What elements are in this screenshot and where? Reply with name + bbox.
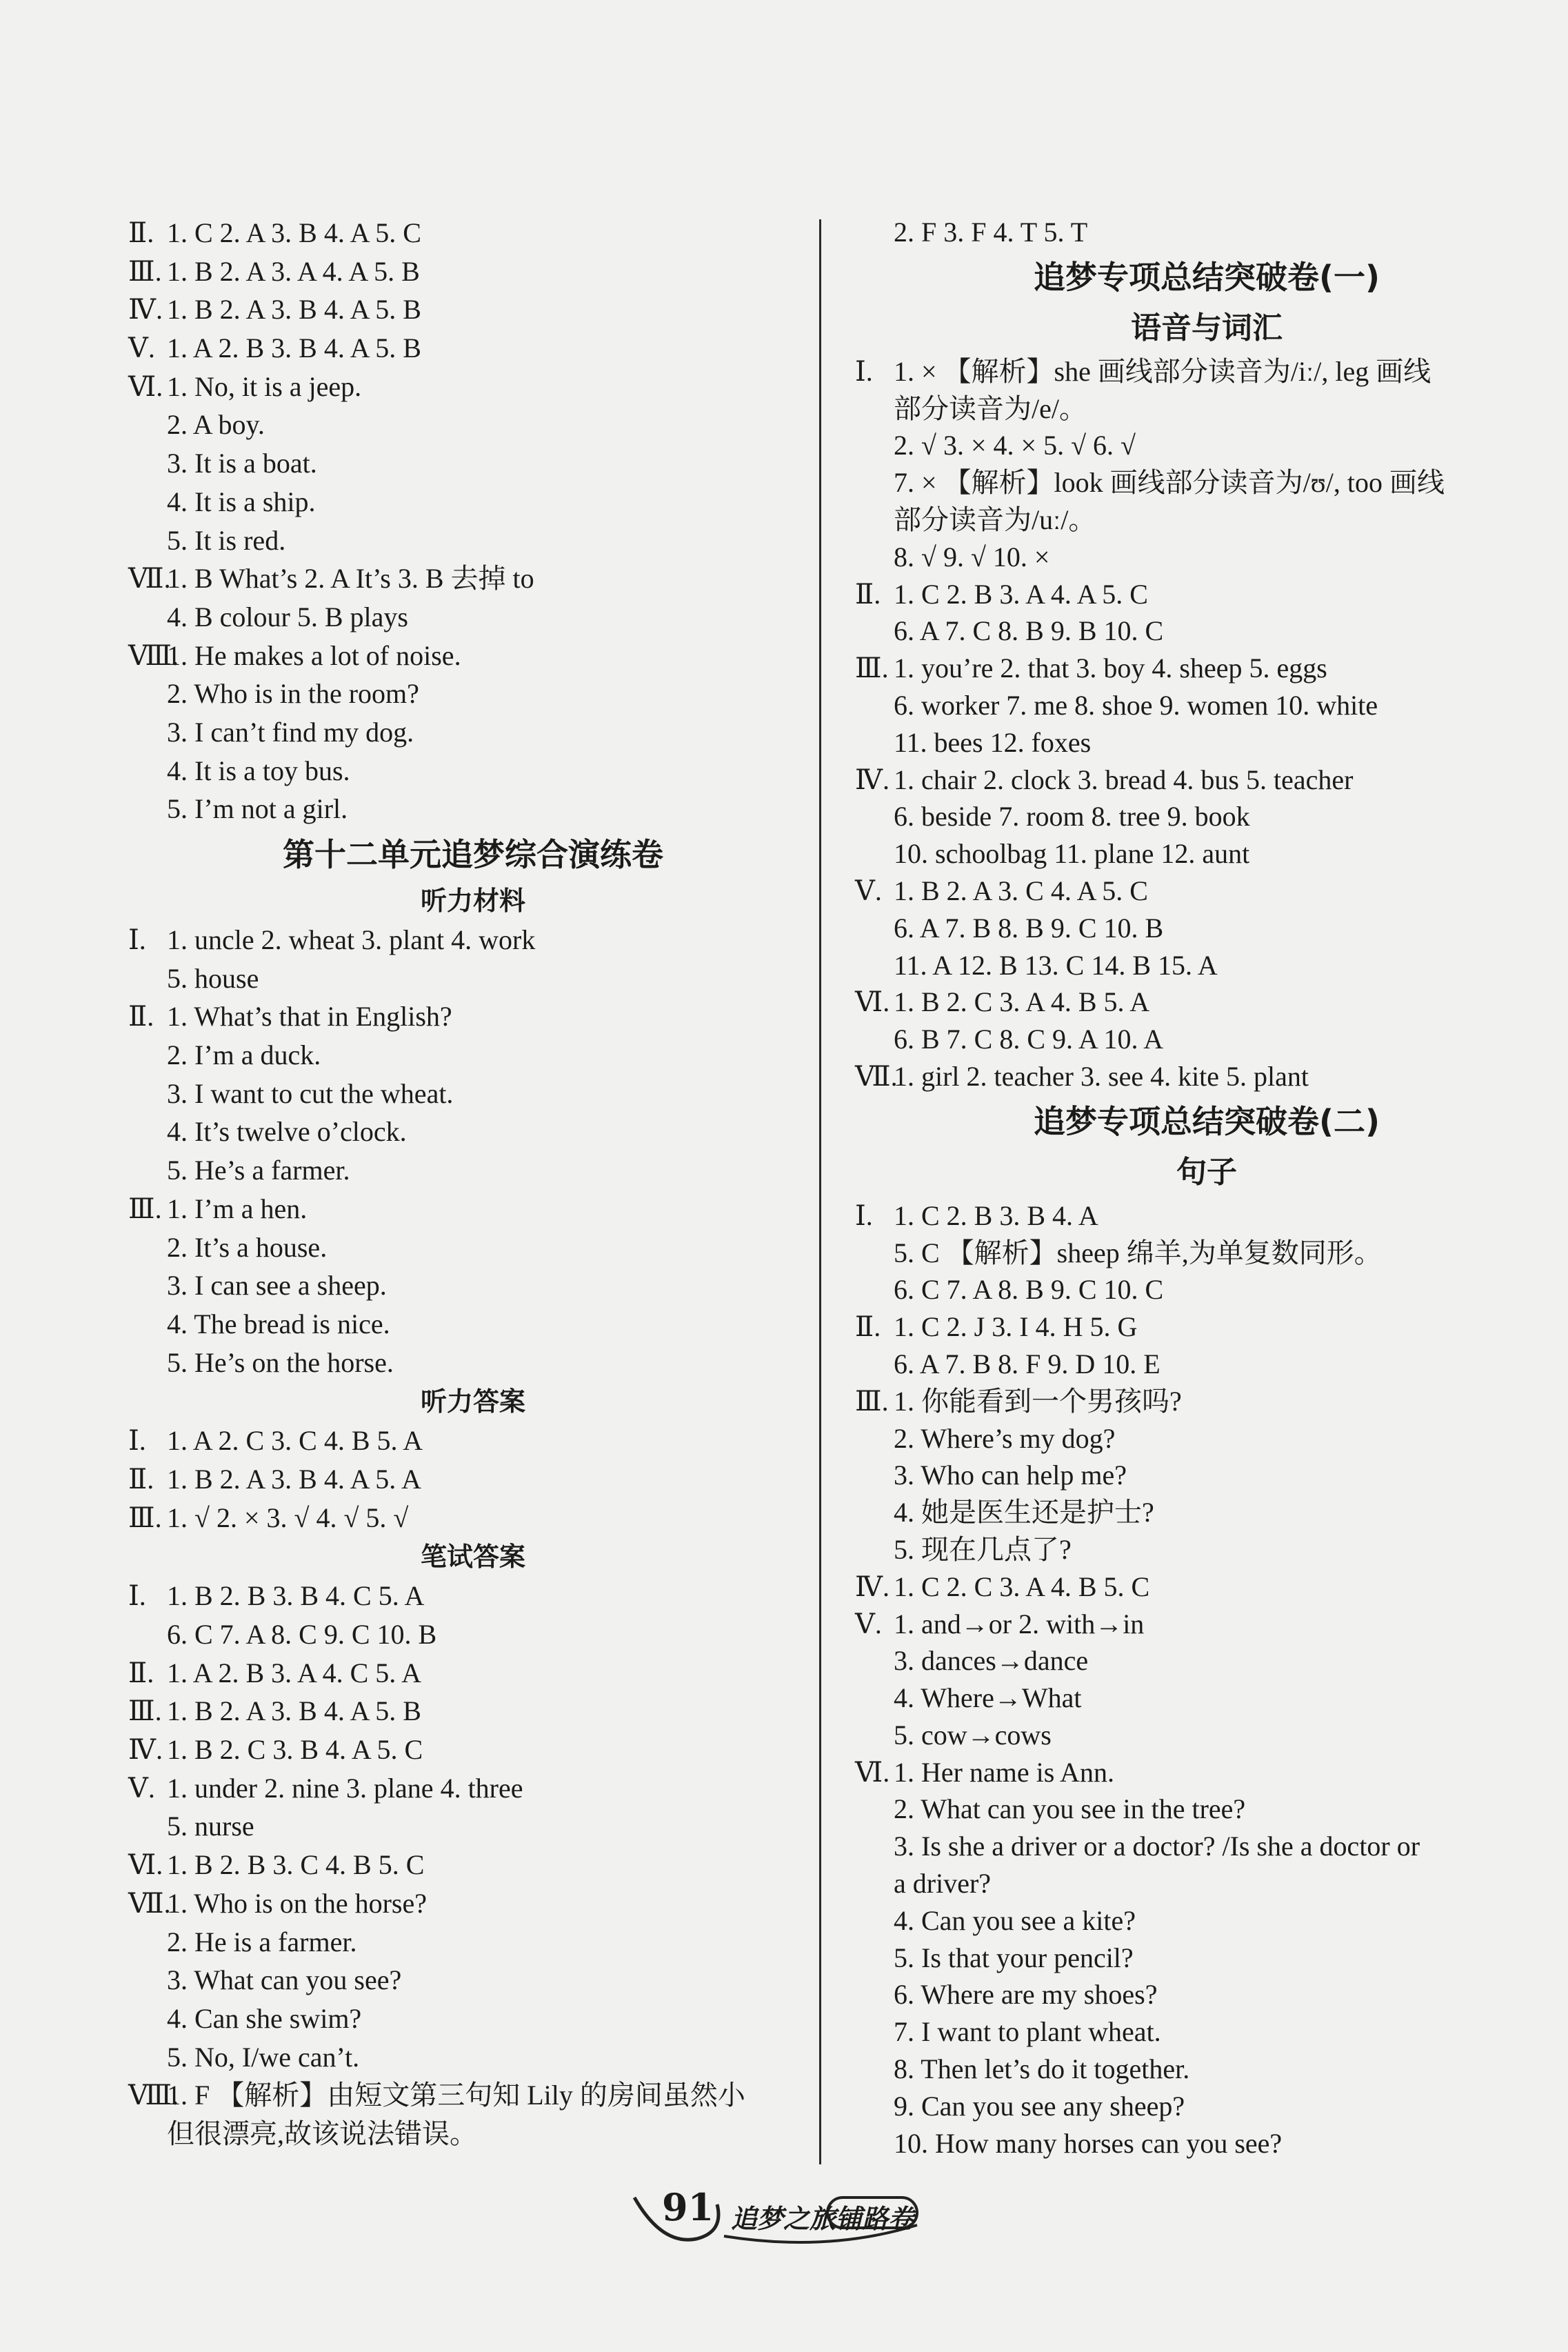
answer-line (128, 252, 818, 291)
answer-text: 1. No, it is a jeep. (167, 370, 362, 402)
answer-line (855, 1058, 1558, 1095)
answer-text: 1. B 2. C 3. B 4. A 5. C (167, 1734, 423, 1766)
answer-line (855, 2013, 1558, 2051)
answer-text: 7. × 【解析】look 画线部分读音为/ʊ/, too 画线 (894, 467, 1445, 499)
answer-line (128, 1846, 818, 1884)
answer-line (128, 790, 818, 828)
answer-line (128, 1344, 818, 1382)
answer-line (128, 290, 818, 329)
answer-text: 4. Where→What (894, 1682, 1082, 1714)
answer-line (855, 1754, 1558, 1791)
answer-line (128, 713, 818, 752)
answer-line (128, 1769, 818, 1808)
answer-text: 1. uncle 2. wheat 3. plant 4. work (167, 924, 536, 955)
section-numeral: Ⅳ. (128, 294, 163, 326)
answer-text: 2. F 3. F 4. T 5. T (894, 217, 1088, 248)
answer-line (855, 1828, 1558, 1865)
section-subtitle: 语音与词汇 (1131, 310, 1283, 346)
answer-text: 5. cow→cows (894, 1719, 1052, 1751)
answer-line (128, 1228, 818, 1267)
answer-text: 10. How many horses can you see? (894, 2127, 1283, 2159)
section-numeral: Ⅲ. (128, 1695, 162, 1727)
answer-text: 10. schoolbag 11. plane 12. aunt (894, 838, 1250, 870)
answer-text: 1. A 2. B 3. B 4. A 5. B (167, 332, 421, 364)
answer-line (855, 464, 1558, 501)
answer-text: 部分读音为/e/。 (894, 392, 1087, 424)
answer-line (855, 947, 1558, 984)
left-column (128, 214, 818, 2153)
answer-line (128, 483, 818, 521)
answer-text: 4. It’s twelve o’clock. (167, 1116, 407, 1148)
answer-text: 1. girl 2. teacher 3. see 4. kite 5. plant (894, 1060, 1309, 1092)
answer-text: 4. 她是医生还是护士? (894, 1497, 1154, 1528)
answer-text: 5. Is that your pencil? (894, 1942, 1134, 1973)
answer-text: 1. I’m a hen. (167, 1193, 308, 1224)
answer-text: 1. A 2. B 3. A 4. C 5. A (167, 1657, 421, 1688)
answer-text: 1. C 2. B 3. A 4. A 5. C (894, 578, 1148, 610)
answer-line (855, 1642, 1558, 1680)
answer-text: 5. No, I/we can’t. (167, 2041, 360, 2073)
answer-text: 6. C 7. A 8. B 9. C 10. C (894, 1274, 1164, 1306)
answer-line (128, 2000, 818, 2038)
answer-text: 1. Who is on the horse? (167, 1887, 427, 1919)
section-numeral: Ⅱ. (855, 578, 881, 610)
answer-line (855, 1021, 1558, 1058)
answer-line (128, 1615, 818, 1654)
answer-line (855, 1494, 1558, 1531)
answer-text: 5. I’m not a girl. (167, 793, 348, 825)
answer-text: 5. He’s on the horse. (167, 1346, 394, 1378)
answer-line (128, 1884, 818, 1923)
answer-line (128, 1190, 818, 1228)
answer-line (855, 1940, 1558, 1977)
section-numeral: Ⅳ. (855, 764, 889, 795)
answer-line (855, 1976, 1558, 2013)
section-numeral: Ⅲ. (855, 652, 889, 684)
answer-line (855, 427, 1558, 464)
answer-line (128, 2076, 818, 2115)
section-numeral: Ⅱ. (128, 1657, 154, 1688)
answer-text: 1. under 2. nine 3. plane 4. three (167, 1772, 523, 1804)
answer-line (855, 1791, 1558, 1828)
answer-text: 1. B 2. A 3. A 4. A 5. B (167, 255, 420, 287)
answer-line (128, 444, 818, 483)
answer-text: 3. I can’t find my dog. (167, 716, 414, 748)
answer-text: 1. C 2. A 3. B 4. A 5. C (167, 217, 421, 248)
answer-line (128, 214, 818, 252)
answer-text: a driver? (894, 1868, 992, 1900)
answer-line (855, 214, 1558, 251)
answer-text: 4. Can she swim? (167, 2002, 362, 2034)
answer-line (855, 2051, 1558, 2088)
answer-text: 2. He is a farmer. (167, 1926, 357, 1957)
section-numeral: Ⅷ. (128, 2080, 179, 2111)
section-numeral: Ⅰ. (128, 1580, 146, 1612)
answer-line (128, 1266, 818, 1305)
answer-text: 6. beside 7. room 8. tree 9. book (894, 801, 1250, 833)
answer-line (855, 1420, 1558, 1457)
section-numeral: Ⅰ. (855, 1199, 873, 1231)
answer-line (128, 1577, 818, 1615)
section-title: 第十二单元追梦综合演练卷 (283, 836, 663, 873)
answer-text: 但很漂亮,故该说法错误。 (167, 2117, 477, 2149)
answer-text: 5. house (167, 962, 259, 994)
answer-text: 1. √ 2. × 3. √ 4. √ 5. √ (167, 1502, 409, 1533)
answer-line (855, 650, 1558, 687)
answer-text: 5. C 【解析】sheep 绵羊,为单复数同形。 (894, 1237, 1382, 1268)
answer-text: 3. Is she a driver or a doctor? /Is she a doctor or (894, 1831, 1420, 1862)
answer-text: 1. B 2. B 3. C 4. B 5. C (167, 1849, 425, 1881)
section-numeral: Ⅰ. (128, 1425, 146, 1457)
section-numeral: Ⅴ. (128, 332, 155, 364)
answer-text: 6. A 7. B 8. B 9. C 10. B (894, 912, 1164, 944)
answer-line (855, 1865, 1558, 1902)
answer-line (855, 687, 1558, 724)
answer-line (128, 1151, 818, 1190)
answer-line (855, 539, 1558, 576)
section-numeral: Ⅲ. (855, 1385, 889, 1417)
answer-text: 2. I’m a duck. (167, 1039, 321, 1071)
answer-line (128, 1961, 818, 2000)
answer-line (128, 1305, 818, 1344)
section-numeral: Ⅰ. (855, 355, 873, 387)
section-numeral: Ⅷ. (128, 639, 179, 671)
answer-text: 1. Her name is Ann. (894, 1756, 1114, 1788)
section-numeral: Ⅴ. (128, 1772, 155, 1804)
answer-line (128, 1692, 818, 1731)
answer-line (128, 1923, 818, 1962)
answer-text: 2. It’s a house. (167, 1231, 328, 1263)
answer-line (855, 724, 1558, 761)
section-numeral: Ⅱ. (855, 1311, 881, 1343)
answer-text: 1. × 【解析】she 画线部分读音为/iː/, leg 画线 (894, 355, 1431, 387)
answer-line (855, 501, 1558, 539)
answer-text: 1. A 2. C 3. C 4. B 5. A (167, 1425, 423, 1457)
section-title: 追梦专项总结突破卷(二) (1033, 1102, 1380, 1140)
answer-text: 4. The bread is nice. (167, 1308, 390, 1339)
answer-text: 2. √ 3. × 4. × 5. √ 6. √ (894, 430, 1136, 461)
answer-line (855, 2125, 1558, 2162)
answer-text: 4. It is a toy bus. (167, 755, 350, 786)
answer-line (128, 1113, 818, 1151)
answer-text: 3. I want to cut the wheat. (167, 1077, 454, 1109)
answer-line (128, 1460, 818, 1499)
answer-text: 6. A 7. B 8. F 9. D 10. E (894, 1348, 1160, 1379)
answer-text: 11. bees 12. foxes (894, 726, 1092, 758)
answer-text: 6. C 7. A 8. C 9. C 10. B (167, 1619, 437, 1650)
section-numeral: Ⅵ. (128, 370, 163, 402)
answer-text: 2. Who is in the room? (167, 678, 419, 710)
answer-line (128, 675, 818, 713)
answer-text: 8. Then let’s do it together. (894, 2053, 1190, 2085)
page-footer (621, 2177, 952, 2253)
answer-text: 6. Where are my shoes? (894, 1979, 1158, 2011)
answer-text: 9. Can you see any sheep? (894, 2090, 1185, 2122)
answer-line (855, 835, 1558, 873)
answer-line (128, 329, 818, 368)
answer-text: 部分读音为/uː/。 (894, 504, 1096, 535)
answer-line (855, 873, 1558, 910)
section-subtitle: 句子 (1176, 1154, 1237, 1190)
answer-line (128, 1422, 818, 1460)
answer-text: 3. I can see a sheep. (167, 1270, 387, 1302)
answer-line (855, 612, 1558, 650)
answer-line (128, 559, 818, 598)
answer-line (855, 1197, 1558, 1235)
answer-line (128, 997, 818, 1036)
answer-text: 8. √ 9. √ 10. × (894, 541, 1050, 572)
answer-line (128, 921, 818, 959)
answer-line (855, 1271, 1558, 1308)
answer-text: 1. 你能看到一个男孩吗? (894, 1385, 1182, 1417)
answer-line (855, 1346, 1558, 1383)
answer-line (128, 1036, 818, 1075)
answer-line (855, 1606, 1558, 1643)
answer-line (128, 2115, 818, 2153)
section-numeral: Ⅱ. (128, 1001, 154, 1033)
answer-line (855, 1680, 1558, 1717)
answer-text: 4. It is a ship. (167, 486, 316, 517)
answer-line (855, 1717, 1558, 1754)
answer-line (855, 390, 1558, 428)
section-numeral: Ⅵ. (128, 1849, 163, 1881)
section-numeral: Ⅵ. (855, 1756, 890, 1788)
answer-text: 2. What can you see in the tree? (894, 1793, 1246, 1825)
answer-line (128, 1075, 818, 1113)
answer-line (128, 1807, 818, 1846)
answer-line (855, 576, 1558, 613)
answer-text: 1. C 2. C 3. A 4. B 5. C (894, 1571, 1150, 1602)
section-numeral: Ⅰ. (128, 924, 146, 955)
answer-text: 3. dances→dance (894, 1645, 1089, 1677)
answer-text: 1. B 2. A 3. C 4. A 5. C (894, 875, 1148, 906)
answer-text: 5. nurse (167, 1811, 254, 1842)
answer-text: 6. A 7. C 8. B 9. B 10. C (894, 615, 1164, 647)
answer-line (855, 1902, 1558, 1940)
answer-line (855, 353, 1558, 390)
answer-line (128, 521, 818, 560)
section-subtitle: 听力答案 (420, 1386, 525, 1417)
page-number: 91 (662, 2185, 714, 2229)
answer-text: 4. B colour 5. B plays (167, 601, 408, 632)
answer-line (128, 637, 818, 675)
footer-brand: 追梦之旅铺路卷 (731, 2204, 915, 2234)
section-numeral: Ⅲ. (128, 1193, 162, 1224)
answer-line (855, 1457, 1558, 1494)
section-numeral: Ⅳ. (855, 1571, 889, 1602)
answer-line (128, 598, 818, 637)
section-numeral: Ⅶ. (855, 1060, 898, 1092)
section-numeral: Ⅴ. (855, 1608, 882, 1640)
answer-line (128, 959, 818, 998)
answer-text: 3. What can you see? (167, 1964, 402, 1996)
section-title: 追梦专项总结突破卷(一) (1033, 258, 1380, 296)
answer-text: 1. B 2. B 3. B 4. C 5. A (167, 1580, 425, 1612)
answer-text: 1. and→or 2. with→in (894, 1608, 1145, 1640)
answer-text: 1. C 2. J 3. I 4. H 5. G (894, 1311, 1138, 1343)
section-numeral: Ⅱ. (128, 1463, 154, 1495)
column-divider (819, 219, 821, 2164)
right-column (855, 214, 1558, 2162)
section-numeral: Ⅱ. (128, 217, 154, 248)
section-subtitle: 听力材料 (420, 886, 525, 916)
answer-text: 5. It is red. (167, 524, 286, 556)
answer-text: 7. I want to plant wheat. (894, 2016, 1161, 2048)
answer-line (855, 1383, 1558, 1420)
answer-text: 6. B 7. C 8. C 9. A 10. A (894, 1024, 1164, 1055)
answer-line (128, 752, 818, 790)
section-subtitle: 笔试答案 (420, 1542, 525, 1573)
answer-text: 1. B 2. A 3. B 4. A 5. B (167, 1695, 421, 1727)
answer-line (855, 798, 1558, 835)
answer-text: 4. Can you see a kite? (894, 1904, 1136, 1936)
answer-line (128, 406, 818, 444)
answer-text: 1. B 2. A 3. B 4. A 5. B (167, 294, 421, 326)
answer-text: 1. B What’s 2. A It’s 3. B 去掉 to (167, 563, 534, 595)
answer-line (128, 368, 818, 406)
section-numeral: Ⅶ. (128, 563, 171, 595)
answer-line (855, 1235, 1558, 1272)
answer-line (855, 1308, 1558, 1346)
section-numeral: Ⅲ. (128, 1502, 162, 1533)
section-numeral: Ⅶ. (128, 1887, 171, 1919)
answer-text: 1. you’re 2. that 3. boy 4. sheep 5. eggs (894, 652, 1327, 684)
section-numeral: Ⅳ. (128, 1734, 163, 1766)
answer-text: 1. F 【解析】由短文第三句知 Lily 的房间虽然小 (167, 2080, 745, 2111)
section-numeral: Ⅴ. (855, 875, 882, 906)
answer-line (128, 2038, 818, 2077)
answer-text: 2. A boy. (167, 409, 265, 441)
answer-text: 3. It is a boat. (167, 448, 317, 479)
answer-text: 1. He makes a lot of noise. (167, 639, 461, 671)
answer-text: 5. 现在几点了? (894, 1533, 1072, 1565)
answer-text: 1. C 2. B 3. B 4. A (894, 1199, 1098, 1231)
answer-text: 1. B 2. C 3. A 4. B 5. A (894, 986, 1150, 1018)
answer-text: 11. A 12. B 13. C 14. B 15. A (894, 949, 1218, 981)
answer-line (855, 910, 1558, 947)
answer-line (855, 2088, 1558, 2125)
answer-text: 1. chair 2. clock 3. bread 4. bus 5. teacher (894, 764, 1354, 795)
answer-line (855, 1531, 1558, 1568)
answer-line (128, 1499, 818, 1537)
answer-text: 6. worker 7. me 8. shoe 9. women 10. white (894, 689, 1378, 721)
answer-text: 1. B 2. A 3. B 4. A 5. A (167, 1463, 421, 1495)
answer-line (855, 1568, 1558, 1606)
section-numeral: Ⅵ. (855, 986, 890, 1018)
answer-text: 1. What’s that in English? (167, 1001, 452, 1033)
answer-line (855, 984, 1558, 1021)
answer-text: 3. Who can help me? (894, 1459, 1127, 1491)
answer-line (128, 1731, 818, 1769)
answer-line (855, 761, 1558, 799)
answer-line (128, 1654, 818, 1693)
answer-text: 5. He’s a farmer. (167, 1155, 350, 1186)
section-numeral: Ⅲ. (128, 255, 162, 287)
answer-text: 2. Where’s my dog? (894, 1422, 1116, 1454)
